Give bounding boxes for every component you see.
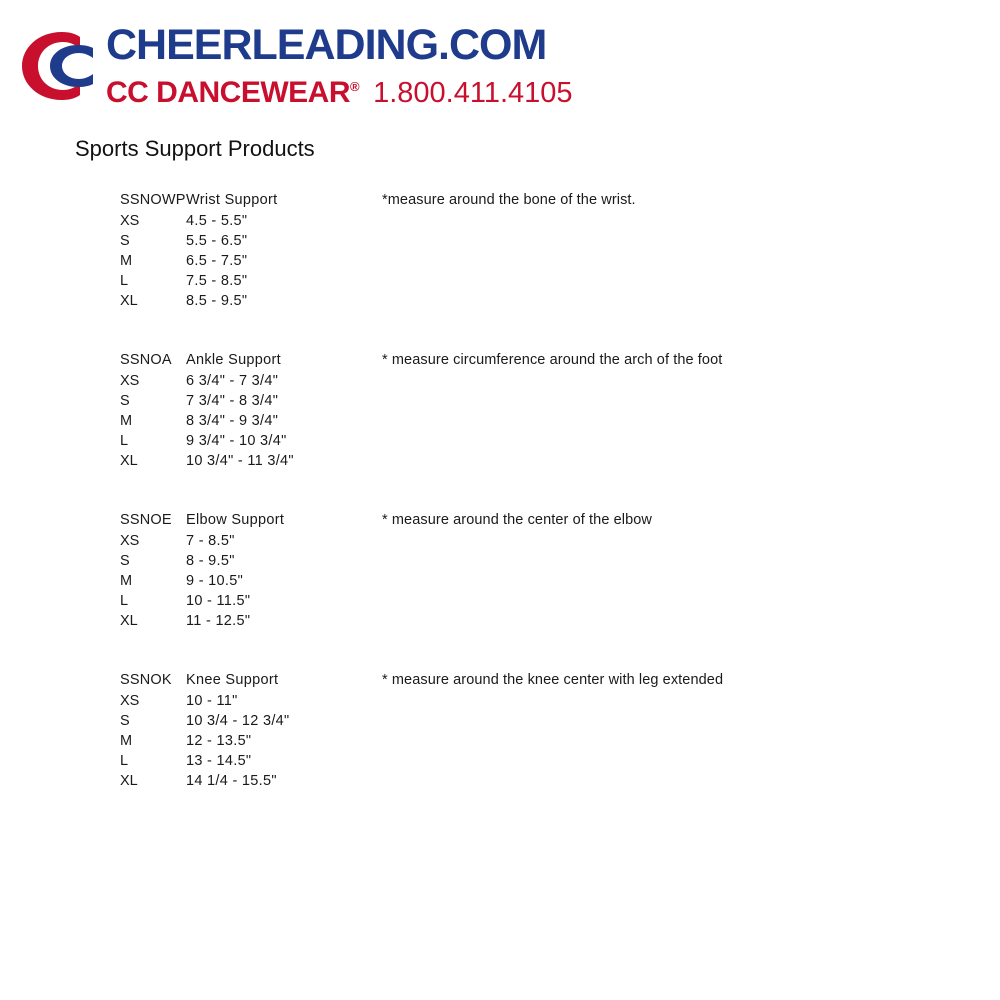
table-row: [120, 593, 980, 613]
size-range: 6.5 - 7.5": [186, 253, 248, 269]
table-header-row: [120, 672, 980, 688]
size-label: S: [120, 553, 130, 569]
brand-wordmark: [106, 22, 646, 110]
size-range: 10 - 11": [186, 693, 238, 709]
size-label: XL: [120, 293, 138, 309]
size-label: S: [120, 713, 130, 729]
table-row: [120, 233, 980, 253]
size-label: XL: [120, 773, 138, 789]
table-row: [120, 733, 980, 753]
size-label: M: [120, 573, 133, 589]
size-label: M: [120, 413, 133, 429]
size-range: 7 3/4" - 8 3/4": [186, 393, 279, 409]
size-table-ankle-support: [120, 352, 980, 473]
table-row: [120, 753, 980, 773]
size-range: 10 3/4 - 12 3/4": [186, 713, 290, 729]
table-row: [120, 613, 980, 633]
size-range: 8 - 9.5": [186, 553, 235, 569]
size-label: L: [120, 753, 129, 769]
size-range: 8 3/4" - 9 3/4": [186, 413, 279, 429]
size-range: 7.5 - 8.5": [186, 273, 248, 289]
measure-note: * measure circumference around the arch of the foot: [382, 352, 723, 368]
table-header-row: [120, 352, 980, 368]
size-range: 4.5 - 5.5": [186, 213, 248, 229]
table-row: [120, 433, 980, 453]
size-range: 9 - 10.5": [186, 573, 244, 589]
measure-note: * measure around the knee center with leg extended: [382, 672, 724, 688]
table-row: [120, 253, 980, 273]
table-row: [120, 413, 980, 433]
size-label: L: [120, 273, 129, 289]
measure-note: * measure around the center of the elbow: [382, 512, 652, 528]
table-row: [120, 553, 980, 573]
table-row: [120, 693, 980, 713]
table-row: [120, 573, 980, 593]
table-header-row: [120, 512, 980, 528]
size-range: 12 - 13.5": [186, 733, 252, 749]
product-name: Ankle Support: [186, 352, 281, 368]
table-row: [120, 533, 980, 553]
size-table-knee-support: [120, 672, 980, 793]
size-table-elbow-support: [120, 512, 980, 633]
registered-mark: ®: [350, 79, 360, 94]
brand-name: CHEERLEADING.COM: [106, 21, 547, 69]
size-range: 10 3/4" - 11 3/4": [186, 453, 294, 469]
size-range: 7 - 8.5": [186, 533, 235, 549]
table-row: [120, 273, 980, 293]
measure-note: *measure around the bone of the wrist.: [382, 192, 636, 208]
size-range: 6 3/4" - 7 3/4": [186, 373, 279, 389]
table-row: [120, 713, 980, 733]
size-range: 10 - 11.5": [186, 593, 251, 609]
table-row: [120, 293, 980, 313]
page-title: Sports Support Products: [75, 136, 315, 161]
size-label: L: [120, 433, 129, 449]
table-row: [120, 213, 980, 233]
size-label: S: [120, 393, 130, 409]
table-row: [120, 773, 980, 793]
table-row: [120, 373, 980, 393]
table-row: [120, 453, 980, 473]
size-range: 11 - 12.5": [186, 613, 251, 629]
size-label: XS: [120, 533, 140, 549]
size-label: XL: [120, 453, 138, 469]
product-name: Wrist Support: [186, 192, 278, 208]
product-code: SSNOK: [120, 672, 172, 688]
table-header-row: [120, 192, 980, 208]
size-label: XS: [120, 213, 140, 229]
size-range: 9 3/4" - 10 3/4": [186, 433, 287, 449]
size-table-wrist-support: [120, 192, 980, 313]
size-label: XS: [120, 693, 140, 709]
brand-subname: [106, 70, 359, 110]
page-header: [18, 22, 658, 108]
size-label: XS: [120, 373, 140, 389]
size-range: 8.5 - 9.5": [186, 293, 248, 309]
product-code: SSNOE: [120, 512, 172, 528]
size-label: M: [120, 733, 133, 749]
product-name: Elbow Support: [186, 512, 285, 528]
brand-subname-text: CC DANCEWEAR: [106, 76, 350, 109]
size-label: L: [120, 593, 129, 609]
size-range: 14 1/4 - 15.5": [186, 773, 277, 789]
size-range: 13 - 14.5": [186, 753, 252, 769]
product-name: Knee Support: [186, 672, 279, 688]
size-label: S: [120, 233, 130, 249]
cc-monogram-logo-icon: [18, 26, 98, 104]
table-row: [120, 393, 980, 413]
size-range: 5.5 - 6.5": [186, 233, 248, 249]
size-label: M: [120, 253, 133, 269]
product-code: SSNOA: [120, 352, 172, 368]
size-label: XL: [120, 613, 138, 629]
product-code: SSNOWP: [120, 192, 186, 208]
phone-number: 1.800.411.4105: [373, 77, 573, 109]
